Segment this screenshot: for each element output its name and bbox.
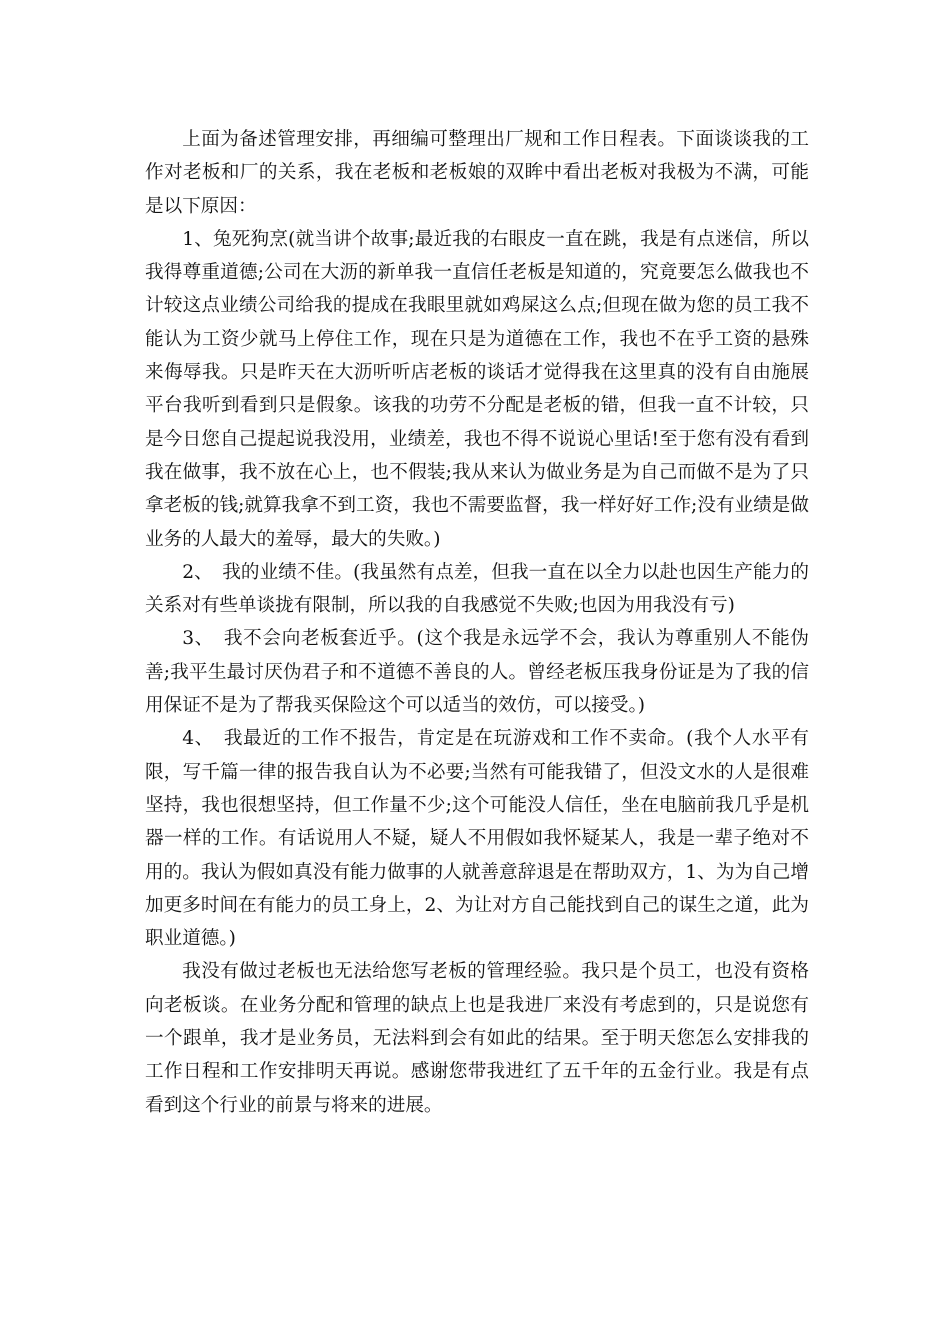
- paragraph-closing: 我没有做过老板也无法给您写老板的管理经验。我只是个员工，也没有资格向老板谈。在业务分配和管理的缺点上也是我进厂来没有考虑到的，只是说您有一个跟单，我才是业务员，无法料到会有如此的结果。至于明天您怎么安排我的工作日程和工作安排明天再说。感谢您带我进红了五千年的五金行业。我是有点看到这个行业的前景与将来的进展。: [145, 961, 809, 1116]
- paragraph-reason-2: 2、 我的业绩不佳。(我虽然有点差，但我一直在以全力以赴也因生产能力的关系对有些单谈拢有限制，所以我的自我感觉不失败;也因为用我没有亏): [145, 561, 809, 617]
- paragraph-intro: 上面为备述管理安排，再细编可整理出厂规和工作日程表。下面谈谈我的工作对老板和厂的关系，我在老板和老板娘的双眸中看出老板对我极为不满，可能是以下原因：: [145, 129, 809, 217]
- paragraph-reason-4: 4、 我最近的工作不报告，肯定是在玩游戏和工作不卖命。(我个人水平有限，写千篇一律的报告我自认为不必要;当然有可能我错了，但没文水的人是很难坚持，我也很想坚持，但工作量不少;这个可能没人信任，坐在电脑前我几乎是机器一样的工作。有话说用人不疑，疑人不用假如我怀疑某人，我是一辈子绝对不用的。我认为假如真没有能力做事的人就善意辞退是在帮助双方，1、为为自己增加更多时间在有能力的员工身上，2、为让对方自己能找到自己的谋生之道，此为职业道德。): [145, 728, 809, 950]
- paragraph-reason-3: 3、 我不会向老板套近乎。(这个我是永远学不会，我认为尊重别人不能伪善;我平生最讨厌伪君子和不道德不善良的人。曾经老板压我身份证是为了我的信用保证不是为了帮我买保险这个可以适当的效仿，可以接受。): [145, 628, 809, 717]
- paragraph-reason-1: 1、兔死狗烹(就当讲个故事;最近我的右眼皮一直在跳，我是有点迷信，所以我得尊重道德;公司在大沥的新单我一直信任老板是知道的，究竟要怎么做我也不计较这点业绩公司给我的提成在我眼里就如鸡屎这么点;但现在做为您的员工我不能认为工资少就马上停住工作，现在只是为道德在工作，我也不在乎工资的悬殊来侮辱我。只是昨天在大沥听听店老板的谈话才觉得我在这里真的没有自由施展平台我听到看到只是假象。该我的功劳不分配是老板的错，但我一直不计较，只是今日您自己提起说我没用，业绩差，我也不得不说说心里话!至于您有没有看到我在做事，我不放在心上，也不假装;我从来认为做业务是为自己而做不是为了只拿老板的钱;就算我拿不到工资，我也不需要监督，我一样好好工作;没有业绩是做业务的人最大的羞辱，最大的失败。): [145, 228, 809, 550]
- document-body: [145, 123, 809, 1122]
